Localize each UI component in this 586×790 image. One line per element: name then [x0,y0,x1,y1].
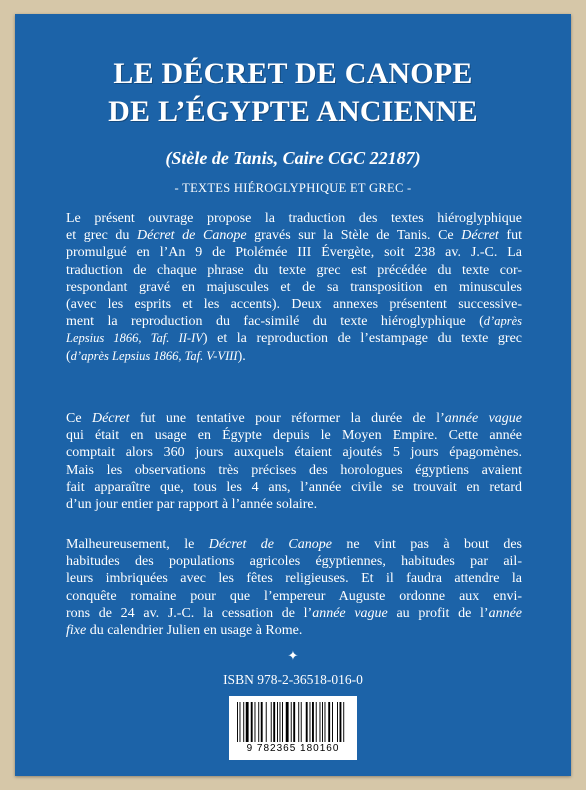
italic-text: d’après Lepsius 1866, Taf. V-VIII [70,348,238,363]
text-line [66,427,522,444]
text-line [66,570,522,587]
text-span: rons de 24 av. J.-C. la cessation de l’ [66,605,313,621]
text-line [66,553,522,570]
text-line [66,279,522,296]
text-span: ne vint pas à bout des [331,537,522,552]
text-span: leurs imbriquées avec les fêtes religieuses. Et il faudra attendre la [66,571,522,587]
text-line [66,330,522,347]
barcode-bar [255,702,256,742]
barcode-bars [237,702,349,742]
text-line [66,210,522,227]
barcode-bar [237,702,238,742]
text-span: fait apparaître que, tous les 4 ans, l’année civile se trouvait en retard [66,479,522,495]
barcode-digits: 9 782365 180160 [246,743,340,754]
barcode-bar [282,702,283,742]
text-span: Malheureusement, le [66,537,209,552]
barcode [229,696,357,760]
italic-text: année [488,605,522,621]
title-line-2: DE L’ÉGYPTE ANCIENNE [108,95,478,128]
title-line-1: LE DÉCRET DE CANOPE [113,57,473,90]
italic-text: fixe [66,622,87,638]
text-span: et grec du [66,228,137,244]
subtitle: (Stèle de Tanis, Caire CGC 22187) [165,148,421,168]
barcode-bar [301,702,302,742]
paragraph-3 [66,536,522,639]
barcode-bar [261,702,263,742]
text-span: d’un jour entier par rapport à l’année solaire. [66,496,318,512]
text-line [66,348,522,365]
text-line [66,496,522,513]
texts-label: - TEXTES HIÉROGLYPHIQUE ET GREC - [174,181,412,195]
isbn-label: ISBN 978-2-36518-016-0 [223,672,363,687]
barcode-bar [277,702,278,742]
barcode-bar [332,702,333,742]
text-line [66,536,522,553]
barcode-bar [320,702,321,742]
book-back-cover [15,14,571,776]
barcode-bar [322,702,323,742]
text-span: Le présent ouvrage propose la traduction des textes hiéroglyphique [66,211,522,226]
barcode-bar [310,702,311,742]
text-line [66,479,522,496]
barcode-bar [291,702,292,742]
text-span: gravés sur la Stèle de Tanis. Ce [246,228,462,244]
italic-text: année vague [444,411,522,426]
text-line [66,462,522,479]
italic-text: Décret de Canope [208,537,332,552]
barcode-bar [343,702,344,742]
text-span: au profit de l’ [387,605,489,621]
barcode-bar [312,702,314,742]
text-span: fut [498,228,522,244]
text-span: traduction de chaque phrase du texte grec est précédée du texte cor- [66,262,522,278]
barcode-bar [243,702,244,742]
barcode-bar [246,702,249,742]
text-line [66,262,522,279]
text-span: qui était en usage en Égypte depuis le Moyen Empire. Cette année [66,428,522,444]
barcode-bar [328,702,330,742]
text-span: promulgué en l’An 9 de Ptolémée III Évergète, soit 238 av. J.-C. La [66,245,522,261]
paragraph-1 [66,210,522,365]
barcode-bar [337,702,338,742]
italic-text: Décret [91,411,130,426]
barcode-bar [286,702,289,742]
barcode-bar [280,702,281,742]
text-span: du calendrier Julien en usage à Rome. [86,622,303,638]
text-span: Ce [66,411,92,426]
text-line [66,313,522,330]
barcode-bar [316,702,317,742]
italic-text: année vague [312,605,388,621]
text-span: ) et la reproduction de l’estampage du texte grec [202,331,522,347]
text-span: respondant gravé en majuscules et de sa transposition en minuscules [66,279,522,295]
text-span: conquête romaine pour que l’empereur Auguste ordonne aux envi- [66,588,522,604]
paragraph-2 [66,410,522,513]
barcode-bar [273,702,275,742]
text-line [66,227,522,244]
italic-text: d’après [483,314,522,329]
text-line [66,444,522,461]
barcode-bar [340,702,342,742]
italic-text: Lepsius 1866, Taf. II-IV [66,331,203,346]
text-span: Mais les observations très précises des horologues égyptiens avaient [66,462,522,478]
barcode-bar [306,702,308,742]
text-span: ment la reproduction du fac-similé du texte hiéroglyphique ( [66,314,484,330]
text-line [66,410,522,427]
text-span: habitudes des populations agricoles égyptiennes, habitudes par ail- [66,554,522,570]
italic-text: Décret [461,228,499,244]
text-line [66,296,522,313]
text-line [66,588,522,605]
barcode-bar [251,702,253,742]
barcode-bar [258,702,259,742]
italic-text: Décret de Canope [137,228,247,244]
text-line [66,244,522,261]
text-span: ( [66,348,71,364]
barcode-bar [325,702,326,742]
text-line [66,605,522,622]
text-span: ). [237,348,246,364]
barcode-bar [266,702,267,742]
barcode-bar [293,702,295,742]
text-span: comptait alors 360 jours auxquels étaient ajoutés 5 jours épagomènes. [66,445,522,461]
text-line [66,622,522,639]
barcode-bar [271,702,272,742]
text-span: (avec les esprits et les accents). Deux annexes présentent successive- [66,296,522,312]
ornament-icon: ✦ [287,648,299,663]
text-span: fut une tentative pour réformer la durée de l’ [129,411,445,426]
barcode-bar [240,702,241,742]
barcode-bar [298,702,299,742]
